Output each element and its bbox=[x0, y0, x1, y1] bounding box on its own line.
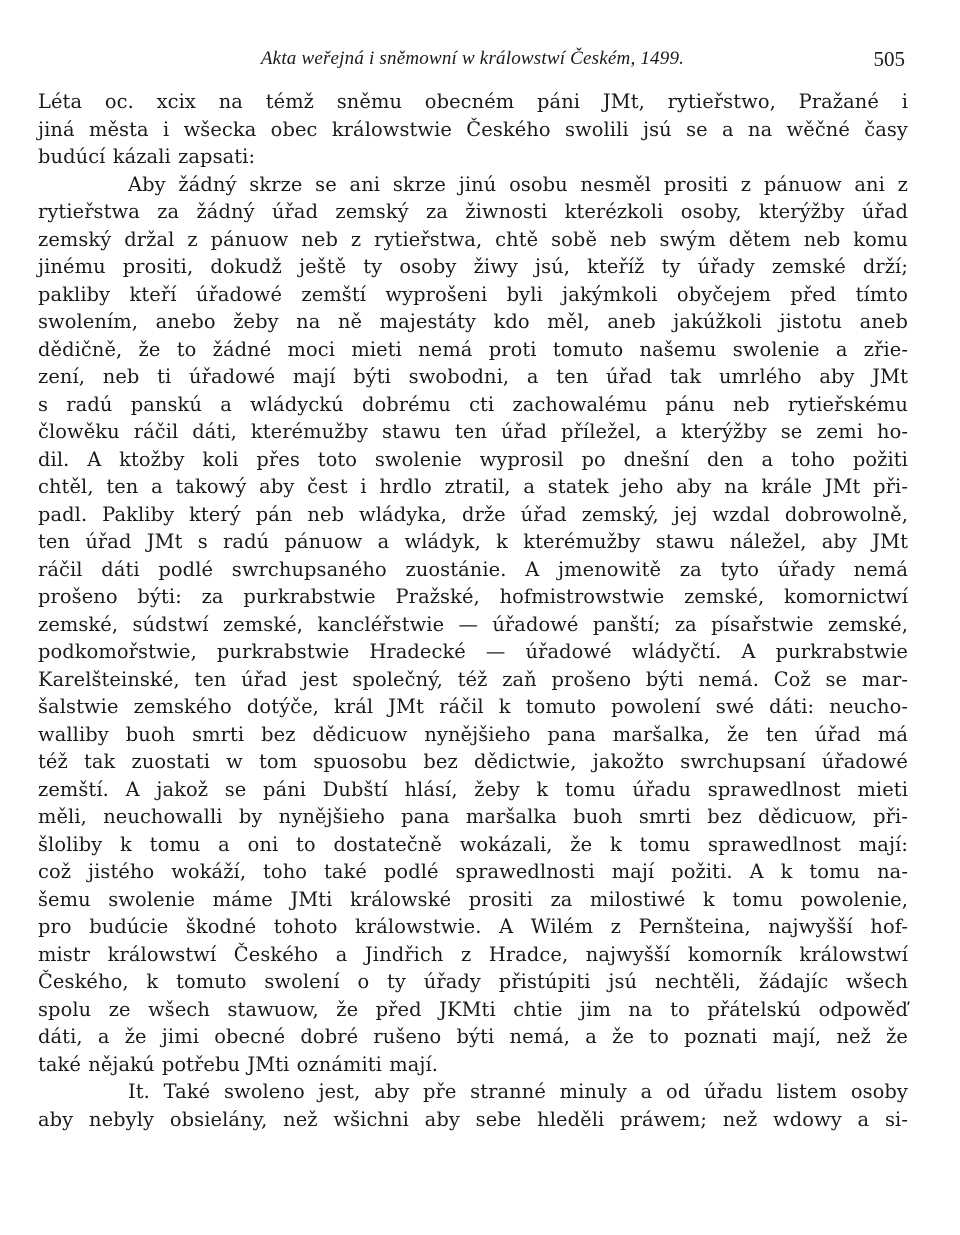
text-line: padl. Pakliby který pán neb wládyka, drže úřad zemský, jej wzdal dobrowolně, bbox=[38, 502, 908, 526]
text-line: It. Také swoleno jest, aby pře stranné minuly a od úřadu listem osoby bbox=[128, 1080, 908, 1103]
text-line: spolu ze wšech stawuow, že před JKMti chtie jim na to přátelskú odpowěď bbox=[38, 997, 908, 1021]
text-line: pakliby kteří úřadowé zemští wyprošeni byli jakýmkoli obyčejem před tímto bbox=[38, 282, 908, 306]
text-line: ten úřad JMt s radú pánuow a wládyk, k kterémužby stawu náležel, aby JMt bbox=[38, 530, 908, 553]
text-line: zemské, súdstwí zemské, kancléřstwie — úřadowé panští; za písařstwie zemské, bbox=[38, 612, 908, 636]
text-line: člowěku ráčil dáti, kterémužby stawu ten úřad příležel, a kterýžby se zemi ho- bbox=[38, 420, 908, 443]
text-line: ráčil dáti podlé swrchupsaného zuostánie. A jmenowitě za tyto úřady nemá bbox=[38, 557, 908, 581]
text-line: Aby žádný skrze se ani skrze jinú osobu nesměl prositi z pánuow ani z bbox=[128, 172, 908, 196]
text-line: šalstwie zemského dotýče, král JMt ráčil k tomuto powolení swé dáti: neucho- bbox=[38, 695, 908, 718]
text-line: prošeno býti: za purkrabstwie Pražské, hofmistrowstwie zemské, komornictwí bbox=[38, 585, 908, 608]
page-number: 505 bbox=[873, 47, 905, 71]
text-line: dědičně, že to žádné moci mieti nemá proti tomuto našemu swolenie a zřie- bbox=[38, 337, 908, 361]
text-line: s radú panskú a wládyckú dobrému cti zachowalému pánu neb rytieřskému bbox=[38, 392, 908, 416]
text-line: rytieřstwa za žádný úřad zemský za žiwnosti kterézkoli osoby, kterýžby úřad bbox=[38, 200, 908, 223]
running-head bbox=[40, 45, 905, 73]
text-line: mistr králowstwí Českého a Jindřich z Hradce, najwyšší komorník králowstwí bbox=[38, 942, 908, 966]
text-line: šloliby k tomu a oni to dostatečně wokázali, že k tomu sprawedlnost mají: bbox=[38, 832, 908, 856]
text-line: podkomořstwie, purkrabstwie Hradecké — úřadowé wládyčtí. A purkrabstwie bbox=[38, 640, 908, 663]
running-title: Akta weřejná i sněmowní w králowstwí Českém, 1499. bbox=[260, 48, 685, 69]
text-line: dáti, a že jimi obecné dobré rušeno býti nemá, a že to poznati mají, než že bbox=[38, 1025, 908, 1048]
text-line: Karelšteinské, ten úřad jest společný, též zaň prošeno býti nemá. Což se mar- bbox=[38, 667, 908, 691]
text-line: zemští. A jakož se páni Dubští hlásí, žeby k tomu úřadu sprawedlnost mieti bbox=[38, 777, 908, 801]
text-line: zemský držal z pánuow neb z rytieřstwa, chtě sobě neb swým dětem neb komu bbox=[38, 227, 908, 251]
text-line: budúcí kázali zapsati: bbox=[38, 145, 256, 168]
text-line: také nějakú potřebu JMti oznámiti mají. bbox=[38, 1052, 439, 1076]
text-line: dil. A ktožby koli přes toto swolenie wyprosil po dnešní den a toho požiti bbox=[38, 447, 908, 471]
text-line: Českého, k tomuto swolení o ty úřady přistúpiti jsú nechtěli, žádajíc wšech bbox=[38, 970, 908, 993]
text-line: jinému prositi, dokudž ještě ty osoby žiwy jsú, kteříž ty úřady zemské drží; bbox=[38, 255, 908, 278]
text-line: chtěl, ten a takowý aby čest i hrdlo ztratil, a statek jeho aby na krále JMt při- bbox=[38, 475, 908, 498]
text-line: což jistého wokáží, toho také podlé sprawedlnosti mají požiti. A k tomu na- bbox=[38, 860, 908, 883]
text-line: walliby buoh smrti bez dědicuow nynějšieho pana maršalka, že ten úřad má bbox=[38, 722, 908, 746]
body-text bbox=[38, 88, 908, 1133]
text-line: aby nebyly obsielány, než wšichni aby sebe hleděli práwem; než wdowy a si- bbox=[38, 1107, 908, 1131]
text-line: jiná města i wšecka obec králowstwie Českého swolili jsú se a na wěčné časy bbox=[38, 117, 908, 141]
text-line: zení, neb ti úřadowé mají býti swobodni, a ten úřad tak umrlého aby JMt bbox=[38, 365, 908, 388]
text-line: měli, neuchowalli by nynějšieho pana maršalka buoh smrti bez dědicuow, při- bbox=[38, 805, 908, 828]
text-line: šemu swolenie máme JMti králowské prositi za milostiwé k tomu powolenie, bbox=[38, 887, 908, 911]
text-line: pro budúcie škodné tohoto králowstwie. A Wilém z Pernšteina, najwyšší hof- bbox=[38, 915, 908, 938]
text-line: též tak zuostati w tom spuosobu bez dědictwie, jakožto swrchupsaní úřadowé bbox=[38, 750, 908, 773]
text-line: swolením, anebo žeby na ně majestáty kdo měl, aneb jakúžkoli jistotu aneb bbox=[38, 310, 908, 333]
text-line: Léta oc. xcix na témž sněmu obecném páni JMt, rytieřstwo, Pražané i bbox=[38, 90, 908, 113]
